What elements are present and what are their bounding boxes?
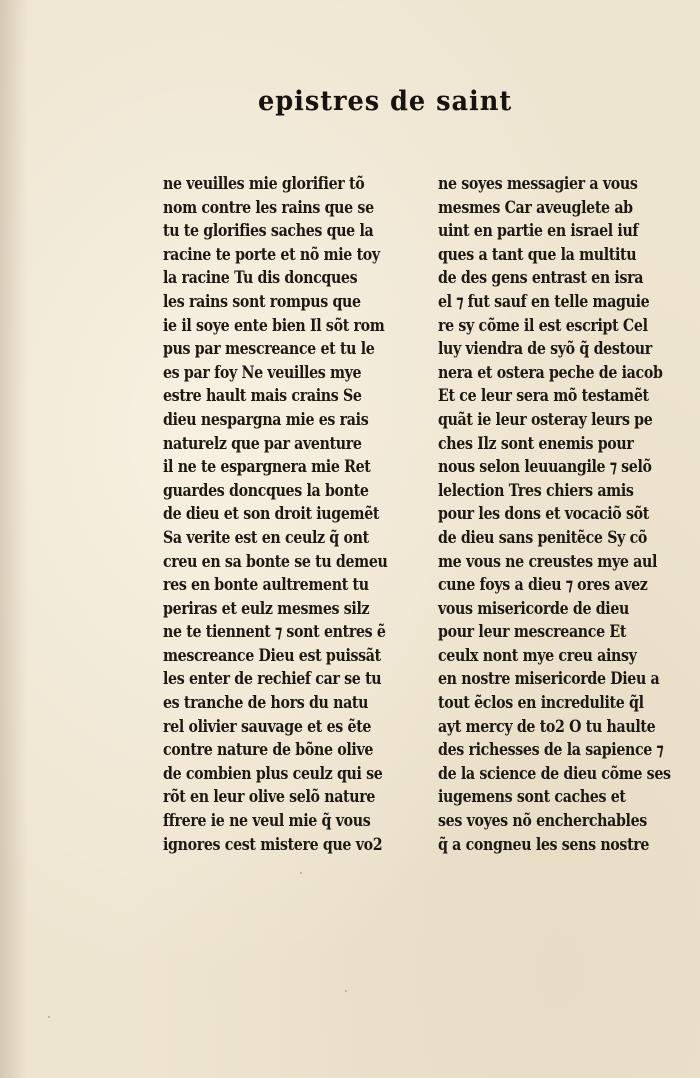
text-line: re sy cõme il est escript Cel <box>438 315 648 335</box>
text-line: uint en partie en israel iuf <box>438 221 639 241</box>
text-line: ayt mercy de to2 O tu haulte <box>438 716 656 736</box>
text-line: la racine Tu dis doncques <box>163 268 358 288</box>
text-line: quãt ie leur osteray leurs pe <box>438 409 653 429</box>
text-line: q̃ a congneu les sens nostre <box>438 834 650 854</box>
text-line: ches Ilz sont enemis pour <box>438 433 634 453</box>
running-head: epistres de saint <box>258 86 513 117</box>
text-line: ne veuilles mie glorifier tõ <box>163 174 365 193</box>
text-line: nera et ostera peche de iacob <box>438 362 663 382</box>
text-line: Sa verite est en ceulz q̃ ont <box>163 527 369 547</box>
text-line: vous misericorde de dieu <box>438 598 630 618</box>
text-line: ffrere ie ne veul mie q̃ vous <box>163 811 371 831</box>
text-line: ignores cest mistere que vo2 <box>163 834 383 854</box>
text-line: de combien plus ceulz qui se <box>163 763 383 783</box>
text-line: pour leur mescreance Et <box>438 622 627 642</box>
text-line: ne soyes messagier a vous <box>438 174 638 193</box>
text-line: tout ẽclos en incredulite q̃l <box>438 693 644 713</box>
text-line: creu en sa bonte se tu demeu <box>163 551 388 571</box>
text-line: contre nature de bõne olive <box>163 740 374 760</box>
text-line: les enter de rechief car se tu <box>163 669 382 689</box>
text-line: en nostre misericorde Dieu a <box>438 669 660 689</box>
text-line: ceulx nont mye creu ainsy <box>438 645 637 665</box>
text-line: iugemens sont caches et <box>438 787 626 807</box>
text-line: mescreance Dieu est puissãt <box>163 645 381 665</box>
text-line: cune foys a dieu ⁊ ores avez <box>438 575 648 595</box>
text-line: me vous ne creustes mye aul <box>438 551 658 571</box>
text-line: de la science de dieu cõme ses <box>438 763 671 783</box>
text-line: pour les dons et vocaciõ sõt <box>438 504 649 524</box>
text-line: il ne te espargnera mie Ret <box>163 457 371 477</box>
right-text-column <box>438 172 678 856</box>
paper-speck <box>300 872 302 874</box>
text-line: luy viendra de syõ q̃ destour <box>438 339 652 359</box>
text-line: des richesses de la sapience ⁊ <box>438 740 664 760</box>
text-line: les rains sont rompus que <box>163 291 361 311</box>
text-line: de dieu sans penitẽce Sy cõ <box>438 527 648 547</box>
text-line: ne te tiennent ⁊ sont entres ẽ <box>163 622 386 642</box>
text-line: el ⁊ fut sauf en telle maguie <box>438 291 650 311</box>
text-line: es tranche de hors du natu <box>163 693 369 713</box>
text-line: nous selon leuuangile ⁊ selõ <box>438 457 652 477</box>
text-line: tu te glorifies saches que la <box>163 221 374 241</box>
text-line: dieu nespargna mie es rais <box>163 409 369 429</box>
text-line: lelection Tres chiers amis <box>438 480 634 500</box>
text-line: racine te porte et nõ mie toy <box>163 244 380 264</box>
paper-speck <box>345 990 347 992</box>
text-line: de dieu et son droit iugemẽt <box>163 504 380 524</box>
text-line: ie il soye ente bien Il sõt rom <box>163 315 385 335</box>
text-line: nom contre les rains que se <box>163 197 374 217</box>
text-line: Et ce leur sera mõ testamẽt <box>438 386 649 406</box>
text-line: es par foy Ne veuilles mye <box>163 362 362 382</box>
text-line: mesmes Car aveuglete ab <box>438 197 633 217</box>
text-line: ses voyes nõ encherchables <box>438 811 647 831</box>
text-line: rõt en leur olive selõ nature <box>163 787 376 807</box>
text-line: periras et eulz mesmes silz <box>163 598 370 618</box>
binding-shadow <box>0 0 28 1078</box>
text-line: guardes doncques la bonte <box>163 480 369 500</box>
text-line: rel olivier sauvage et es ẽte <box>163 716 372 736</box>
text-line: naturelz que par aventure <box>163 433 362 453</box>
text-line: estre hault mais crains Se <box>163 386 362 406</box>
paper-speck <box>48 1016 50 1018</box>
text-line: ques a tant que la multitu <box>438 244 637 264</box>
text-line: res en bonte aultrement tu <box>163 575 369 595</box>
text-line: pus par mescreance et tu le <box>163 339 375 359</box>
left-text-column <box>163 172 403 856</box>
text-line: de des gens entrast en isra <box>438 268 644 288</box>
